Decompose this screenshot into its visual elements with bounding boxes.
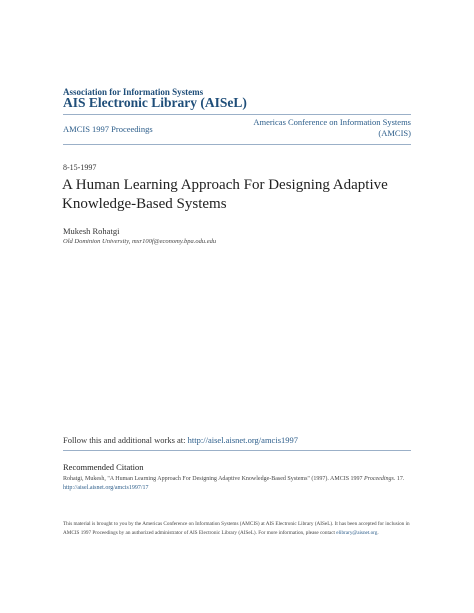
library-name[interactable]: AIS Electronic Library (AISeL) — [63, 95, 247, 110]
paper-title: A Human Learning Approach For Designing Adaptive Knowledge-Based Systems — [62, 177, 388, 212]
author-name: Mukesh Rohatgi — [63, 226, 120, 236]
follow-line — [63, 435, 298, 445]
header-divider — [63, 114, 411, 115]
citation-block — [63, 475, 413, 493]
conference-link[interactable] — [221, 117, 411, 139]
citation-number: . 17. — [393, 476, 405, 482]
author-affiliation: Old Dominion University, mxr100f@economy.bpa.odu.edu — [63, 238, 217, 245]
conference-line-2: (AMCIS) — [378, 128, 411, 138]
follow-label: Follow this and additional works at: — [63, 435, 188, 445]
citation-venue: Proceedings — [364, 476, 394, 482]
organization-name: Association for Information Systems — [63, 87, 204, 97]
citation-text: Rohatgi, Mukesh, "A Human Learning Approach For Designing Adaptive Knowledge-Based Systems" (1997). AMCIS 1997 — [63, 476, 363, 482]
proceedings-link[interactable]: AMCIS 1997 Proceedings — [63, 124, 153, 134]
nav-divider — [63, 144, 411, 145]
citation-link[interactable]: http://aisel.aisnet.org/amcis1997/17 — [63, 485, 149, 491]
citation-divider — [63, 450, 411, 451]
footer-text: This material is brought to you by the Americas Conference on Information Systems (AMCIS) at AIS Electronic Library (AISeL). It has been accepted for inclusion in AMCIS 1997 Proceedings by an authorized administrator of AIS Electronic Library (AISeL). For more information, please contact — [63, 521, 410, 536]
contact-email-link[interactable]: elibrary@aisnet.org — [336, 529, 378, 536]
publication-date: 8-15-1997 — [63, 163, 97, 172]
citation-heading: Recommended Citation — [63, 462, 144, 472]
footer-note — [63, 520, 413, 537]
follow-link[interactable]: http://aisel.aisnet.org/amcis1997 — [187, 435, 298, 445]
conference-line-1: Americas Conference on Information Systems — [253, 117, 411, 127]
footer-end: . — [377, 529, 379, 536]
